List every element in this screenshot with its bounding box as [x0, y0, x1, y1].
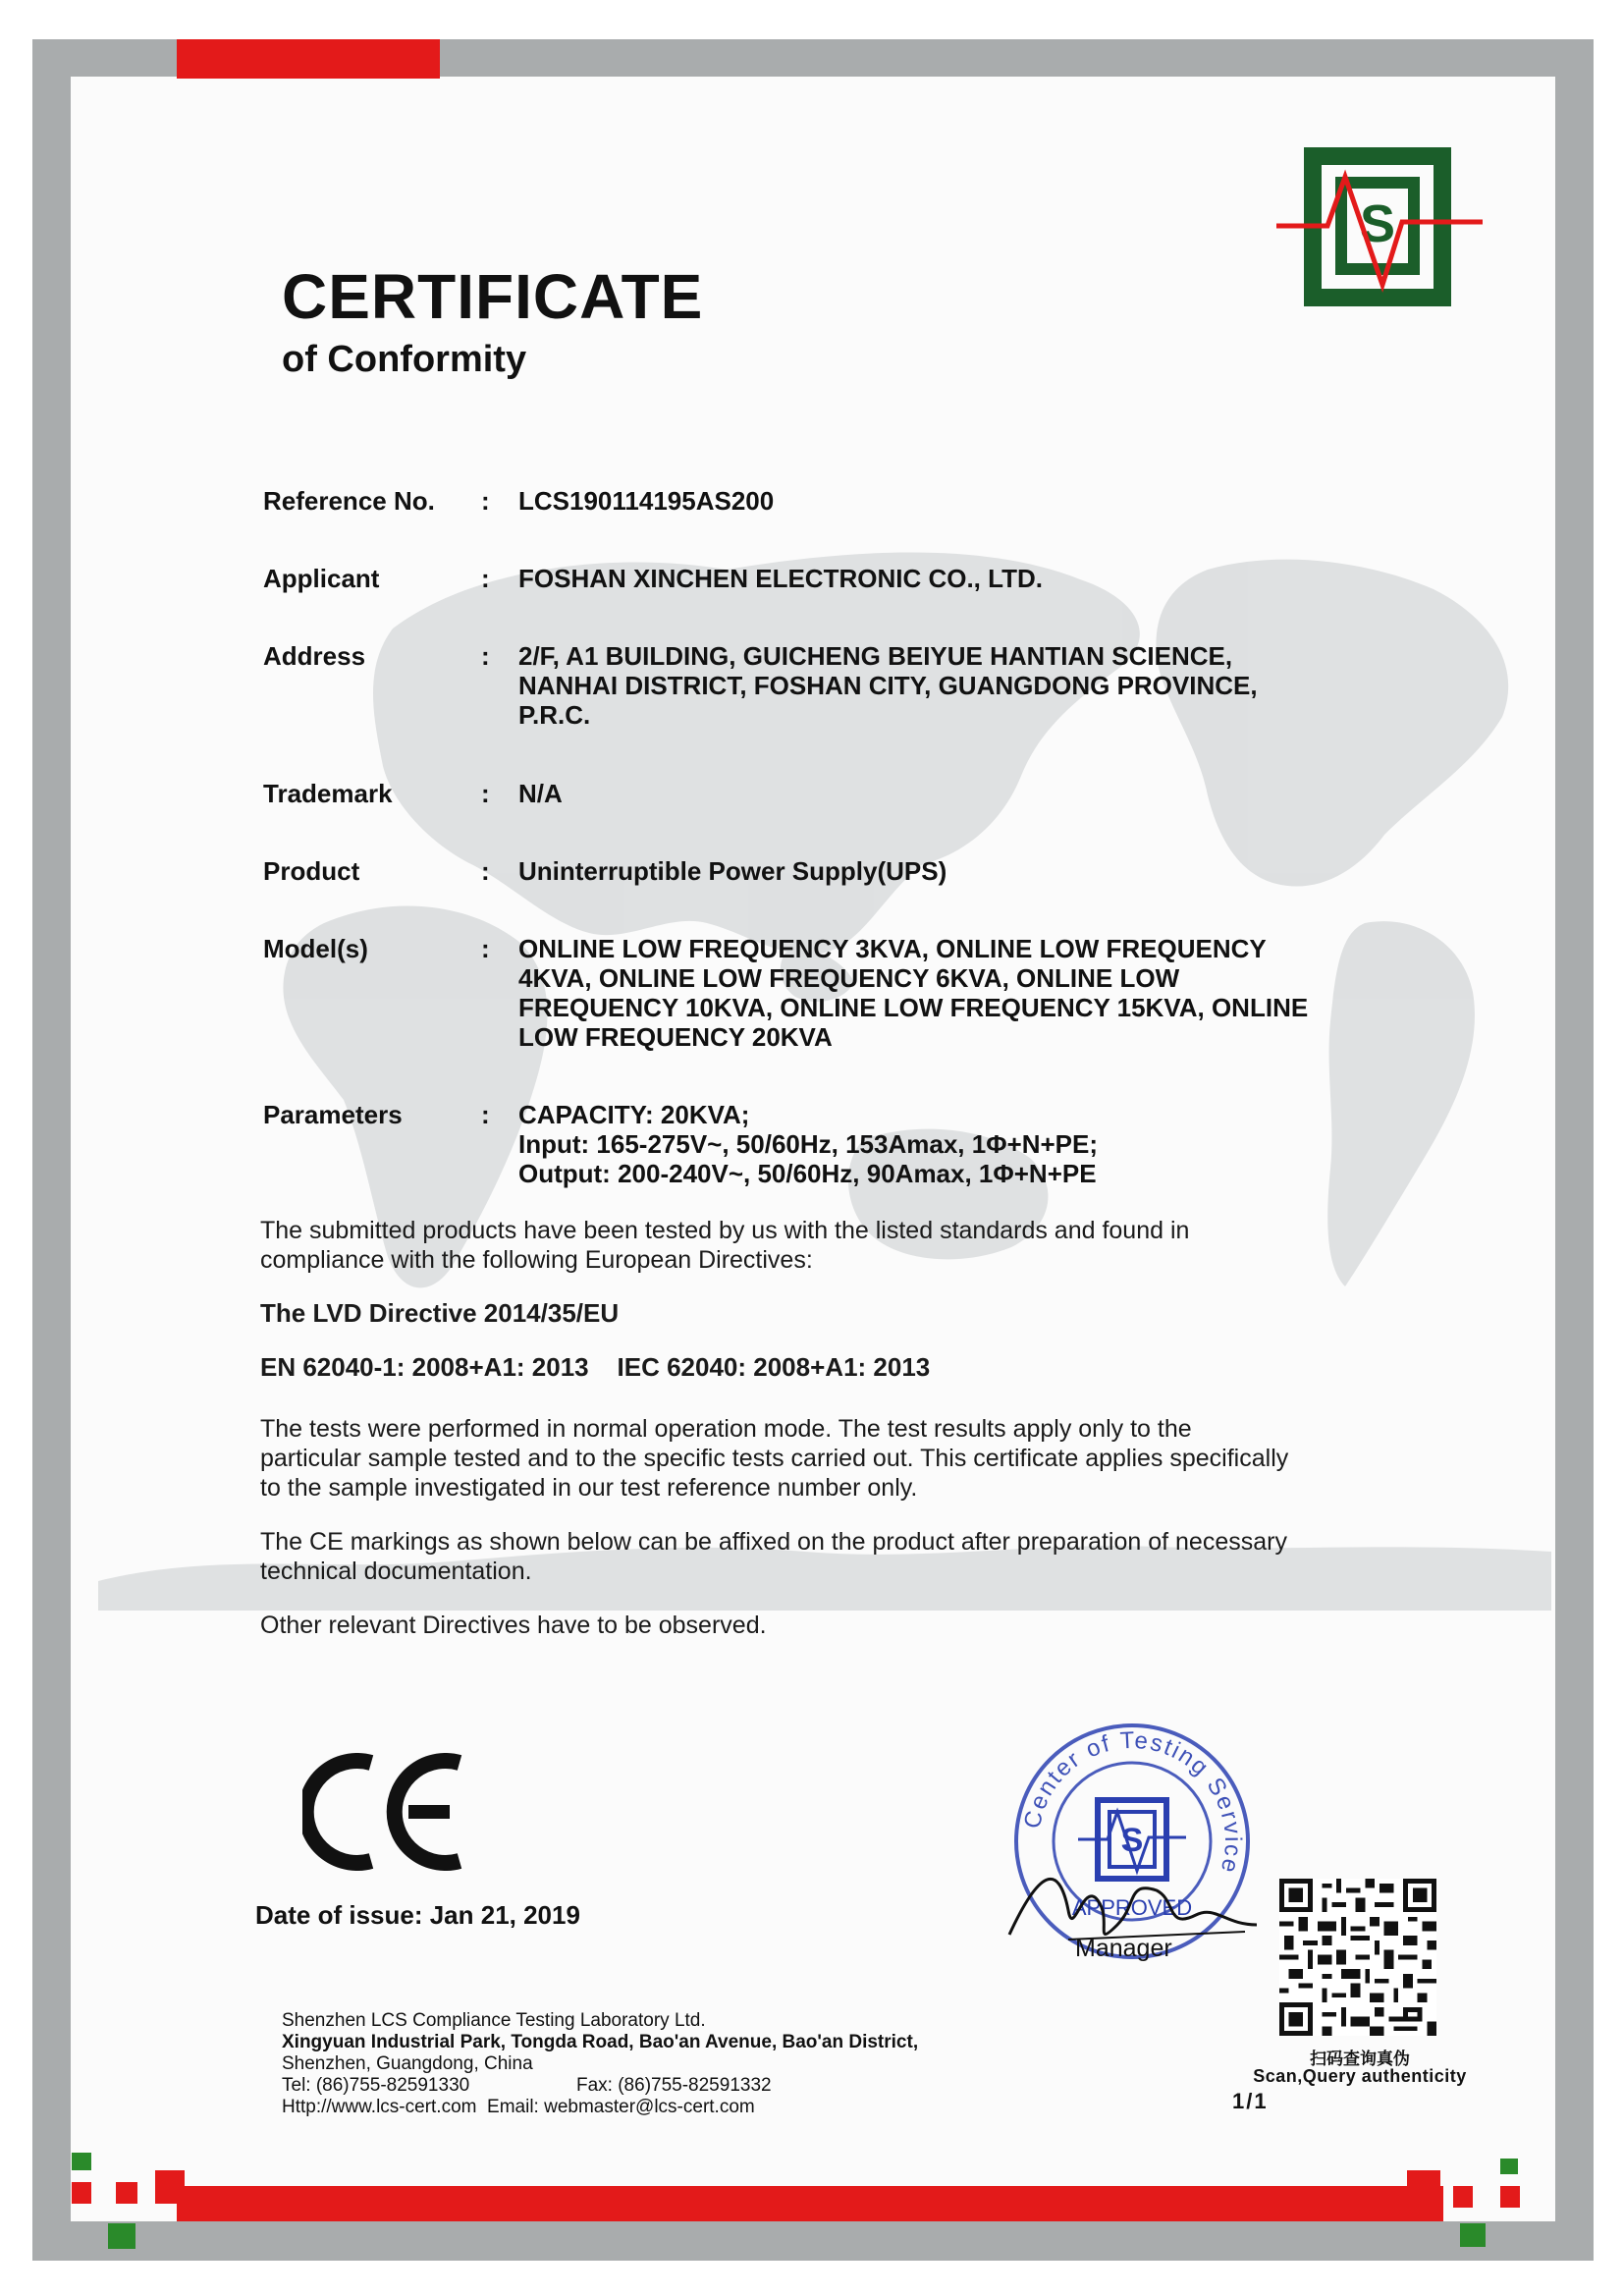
field-label: Parameters [263, 1100, 403, 1129]
page-subtitle: of Conformity [282, 339, 527, 380]
corner-square [108, 2223, 135, 2249]
corner-square [1453, 2186, 1473, 2208]
field-value: N/A [518, 779, 563, 808]
page-number: 1/1 [1232, 2089, 1269, 2113]
other-directives: Other relevant Directives have to be observed. [260, 1612, 767, 1639]
corner-square [1500, 2159, 1518, 2174]
lab-address-line-1: Xingyuan Industrial Park, Tongda Road, Bao'an Avenue, Bao'an District, [282, 2032, 919, 2052]
corner-square [116, 2182, 137, 2204]
stamp-approved: APPROVED [1071, 1895, 1193, 1920]
corner-square [155, 2170, 185, 2204]
field-colon: : [481, 934, 490, 963]
field-colon: : [481, 1100, 490, 1129]
field-label: Model(s) [263, 934, 368, 963]
corner-square [1460, 2223, 1486, 2247]
logo-letter: S [1359, 194, 1396, 253]
ce-mark [302, 1753, 469, 1871]
date-of-issue: Date of issue: Jan 21, 2019 [255, 1900, 580, 1930]
ce-statement: The CE markings as shown below can be affixed on the product after preparation of necessary technical documentation. [260, 1528, 1287, 1585]
qr-caption-en: Scan,Query authenticity [1253, 2066, 1467, 2086]
field-colon: : [481, 564, 490, 593]
field-label: Product [263, 856, 360, 886]
corner-square [72, 2182, 91, 2204]
lab-name: Shenzhen LCS Compliance Testing Laboratory Ltd. [282, 2010, 706, 2031]
field-colon: : [481, 641, 490, 671]
field-value: Uninterruptible Power Supply(UPS) [518, 856, 947, 886]
field-label: Address [263, 641, 366, 671]
field-colon: : [481, 779, 490, 808]
signatory-title: Manager [1075, 1935, 1172, 1962]
lab-email: Email: webmaster@lcs-cert.com [487, 2097, 755, 2117]
field-value: FOSHAN XINCHEN ELECTRONIC CO., LTD. [518, 564, 1043, 593]
lab-contact-web [282, 2097, 918, 2118]
field-value: CAPACITY: 20KVA; Input: 165-275V~, 50/60Hz, 153Amax, 1Φ+N+PE; Output: 200-240V~, 50/60Hz, 90Amax, 1Φ+N+PE [518, 1100, 1099, 1188]
page-title: CERTIFICATE [282, 261, 704, 332]
lab-fax: Fax: (86)755-82591332 [576, 2075, 772, 2096]
corner-square [72, 2153, 91, 2170]
bottom-red-bar [177, 2186, 1443, 2221]
field-colon: : [481, 856, 490, 886]
directive: The LVD Directive 2014/35/EU [260, 1298, 620, 1328]
tested-statement: The submitted products have been tested by us with the listed standards and found in compliance with the following European Directives: [260, 1217, 1190, 1274]
top-red-bar [177, 39, 440, 79]
stamp-ring-text: Center of Testing Service [1018, 1726, 1247, 1878]
field-value: LCS190114195AS200 [518, 486, 775, 516]
field-label: Reference No. [263, 486, 435, 516]
standards: EN 62040-1: 2008+A1: 2013 IEC 62040: 2008+A1: 2013 [260, 1352, 931, 1382]
field-value: 2/F, A1 BUILDING, GUICHENG BEIYUE HANTIAN SCIENCE, NANHAI DISTRICT, FOSHAN CITY, GUANGDONG PROVINCE, P.R.C. [518, 641, 1258, 730]
corner-square [1407, 2170, 1440, 2208]
qr-caption-cn: 扫码查询真伪 [1310, 2050, 1410, 2068]
lab-footer [282, 2010, 918, 2118]
lab-tel: Tel: (86)755-82591330 [282, 2075, 470, 2096]
lcs-logo [1276, 147, 1483, 314]
field-label: Trademark [263, 779, 393, 808]
lab-contact-phone [282, 2075, 918, 2097]
lab-website: Http://www.lcs-cert.com [282, 2097, 477, 2117]
tests-statement: The tests were performed in normal operation mode. The test results apply only to the particular sample tested and to the specific tests carried out. This certificate applies specifically to the sample investigated in our test reference number only. [260, 1415, 1289, 1502]
qr-code[interactable] [1279, 1879, 1436, 2036]
corner-square [1500, 2186, 1520, 2208]
stamp-logo-letter: S [1120, 1822, 1144, 1859]
lab-address-line-2: Shenzhen, Guangdong, China [282, 2053, 533, 2074]
field-value: ONLINE LOW FREQUENCY 3KVA, ONLINE LOW FREQUENCY 4KVA, ONLINE LOW FREQUENCY 6KVA, ONLINE LOW FREQUENCY 10KVA, ONLINE LOW FREQUENCY 15KVA, ONLINE LOW FREQUENCY 20KVA [518, 934, 1309, 1052]
field-colon: : [481, 486, 490, 516]
field-label: Applicant [263, 564, 380, 593]
approval-stamp [1000, 1714, 1265, 1969]
